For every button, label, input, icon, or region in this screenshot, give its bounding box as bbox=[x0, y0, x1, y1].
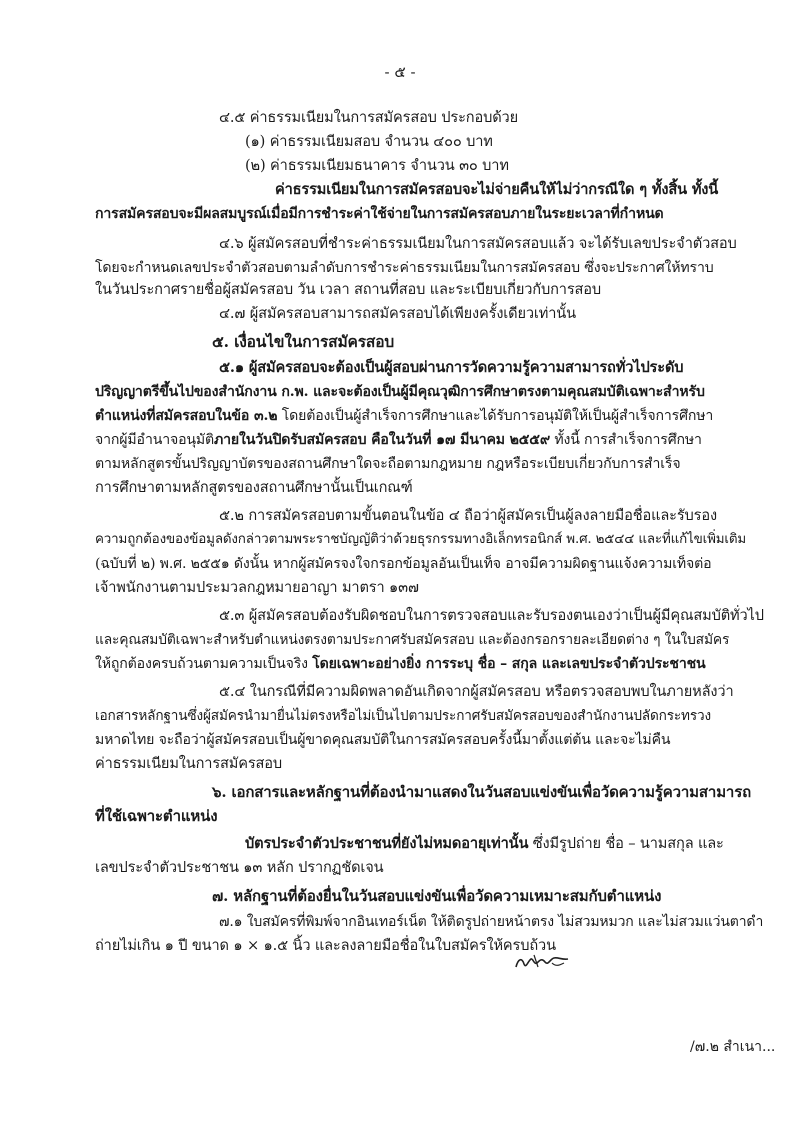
section-5-heading: ๕. เงื่อนไขในการสมัครสอบ bbox=[212, 332, 395, 351]
item-5-1-line-4 bbox=[95, 430, 702, 450]
item-5-1-line-6: การศึกษาตามหลักสูตรของสถานศึกษานั้นเป็นเกณฑ์ bbox=[95, 479, 413, 496]
item-5-3-line-1: ๕.๓ ผู้สมัครสอบต้องรับผิดชอบในการตรวจสอบและรับรองตนเองว่าเป็นผู้มีคุณสมบัติทั่วไป bbox=[219, 607, 764, 624]
item-5-3-line-3-a: ให้ถูกต้องครบถ้วนตามความเป็นจริง bbox=[95, 656, 313, 672]
fee-bank-line: (๒) ค่าธรรมเนียมธนาคาร จำนวน ๓๐ บาท bbox=[245, 157, 509, 174]
item-5-3-line-3 bbox=[95, 654, 706, 674]
item-5-4-line-4: ค่าธรรมเนียมในการสมัครสอบ bbox=[95, 755, 283, 772]
item-4-6-line-2: โดยจะกำหนดเลขประจำตัวสอบตามลำดับการชำระค่าธรรมเนียมในการสมัครสอบ ซึ่งจะประกาศให้ทราบ bbox=[95, 260, 714, 276]
item-5-3-line-3-bold: โดยเฉพาะอย่างยิ่ง การระบุ ชื่อ – สกุล และเลขประจำตัวประชาชน bbox=[312, 656, 706, 672]
item-5-1-line-4-a: จากผู้มีอำนาจอนุมัติ bbox=[95, 432, 215, 448]
item-4-5-heading: ๔.๕ ค่าธรรมเนียมในการสมัครสอบ ประกอบด้วย bbox=[219, 109, 518, 126]
item-5-1-line-4-c: ทั้งนี้ การสำเร็จการศึกษา bbox=[550, 432, 702, 448]
item-4-6-line-3: ในวันประกาศรายชื่อผู้สมัครสอบ วัน เวลา สถานที่สอบ และระเบียบเกี่ยวกับการสอบ bbox=[95, 281, 601, 298]
fee-exam-line: (๑) ค่าธรรมเนียมสอบ จำนวน ๔๐๐ บาท bbox=[245, 133, 493, 150]
section-6-heading: ๖. เอกสารและหลักฐานที่ต้องนำมาแสดงในวันสอบแข่งขันเพื่อวัดความรู้ความสามารถ bbox=[212, 783, 752, 801]
section-6-line-2: เลขประจำตัวประชาชน ๑๓ หลัก ปรากฏชัดเจน bbox=[95, 859, 384, 876]
item-5-4-line-2: เอกสารหลักฐานซึ่งผู้สมัครนำมายื่นไม่ตรงหรือไม่เป็นไปตามประกาศรับสมัครสอบของสำนักงานปลัดกระทรวง bbox=[95, 708, 711, 724]
page-number: - ๕ - bbox=[384, 63, 416, 81]
item-5-2-line-1: ๕.๒ การสมัครสอบตามขั้นตอนในข้อ ๔ ถือว่าผู้สมัครเป็นผู้ลงลายมือชื่อและรับรอง bbox=[219, 507, 717, 524]
section-6-line-1 bbox=[245, 834, 724, 854]
item-5-2-line-2: ความถูกต้องของข้อมูลดังกล่าวตามพระราชบัญญัติว่าด้วยธุรกรรมทางอิเล็กทรอนิกส์ พ.ศ. ๒๕๔๔ และที่แก้ไขเพิ่มเติม bbox=[95, 532, 747, 547]
section-6-id-card: บัตรประจำตัวประชาชนที่ยังไม่หมดอายุเท่านั้น bbox=[245, 835, 529, 852]
item-7-1-line-1: ๗.๑ ใบสมัครที่พิมพ์จากอินเทอร์เน็ต ให้ติดรูปถ่ายหน้าตรง ไม่สวมหมวก และไม่สวมแว่นตาดำ bbox=[219, 914, 764, 930]
item-5-1-line-5: ตามหลักสูตรขั้นปริญญาบัตรของสถานศึกษาใดจะถือตามกฎหมาย กฎหรือระเบียบเกี่ยวกับการสำเร็จ bbox=[95, 456, 681, 472]
section-7-heading: ๗. หลักฐานที่ต้องยื่นในวันสอบแข่งขันเพื่อวัดความเหมาะสมกับตำแหน่ง bbox=[212, 887, 662, 905]
item-5-1-deadline: ภายในวันปิดรับสมัครสอบ คือในวันที่ ๑๗ มีนาคม ๒๕๕๙ bbox=[214, 432, 550, 448]
item-5-1-line-3-rest: โดยต้องเป็นผู้สำเร็จการศึกษาและได้รับการอนุมัติให้เป็นผู้สำเร็จการศึกษา bbox=[277, 408, 714, 424]
item-5-3-line-2: และคุณสมบัติเฉพาะสำหรับตำแหน่งตรงตามประกาศรับสมัครสอบ และต้องกรอกรายละเอียดต่าง ๆ ในใบสมัคร bbox=[95, 632, 730, 648]
fee-nonrefund-line-2: การสมัครสอบจะมีผลสมบูรณ์เมื่อมีการชำระค่าใช้จ่ายในการสมัครสอบภายในระยะเวลาที่กำหนด bbox=[95, 206, 664, 222]
section-6-heading-cont: ที่ใช้เฉพาะตำแหน่ง bbox=[95, 807, 218, 825]
item-5-2-line-3: (ฉบับที่ ๒) พ.ศ. ๒๕๕๑ ดังนั้น หากผู้สมัครจงใจกรอกข้อมูลอันเป็นเท็จ อาจมีความผิดฐานแจ้งความเท็จต่อ bbox=[95, 556, 712, 572]
item-5-1-line-3 bbox=[95, 406, 713, 426]
item-5-4-line-3: มหาดไทย จะถือว่าผู้สมัครสอบเป็นผู้ขาดคุณสมบัติในการสมัครสอบครั้งนี้มาตั้งแต่ต้น และจะไม่คืน bbox=[95, 732, 671, 748]
item-5-4-line-1: ๕.๔ ในกรณีที่มีความผิดพลาดอันเกิดจากผู้สมัครสอบ หรือตรวจสอบพบในภายหลังว่า bbox=[219, 683, 734, 700]
item-4-7-line: ๔.๗ ผู้สมัครสอบสามารถสมัครสอบได้เพียงครั้งเดียวเท่านั้น bbox=[219, 305, 576, 322]
footer-continuation: /๗.๒ สำเนา... bbox=[690, 1039, 776, 1055]
fee-nonrefund-line: ค่าธรรมเนียมในการสมัครสอบจะไม่จ่ายคืนให้ไม่ว่ากรณีใด ๆ ทั้งสิ้น ทั้งนี้ bbox=[275, 181, 719, 198]
item-5-1-line-3-bold: ตำแหน่งที่สมัครสอบในข้อ ๓.๒ bbox=[95, 408, 278, 424]
item-5-1-line-2: ปริญญาตรีขึ้นไปของสำนักงาน ก.พ. และจะต้องเป็นผู้มีคุณวุฒิการศึกษาตรงตามคุณสมบัติเฉพาะสำหรับ bbox=[95, 384, 705, 400]
item-7-1-line-2: ถ่ายไม่เกิน ๑ ปี ขนาด ๑ × ๑.๕ นิ้ว และลงลายมือชื่อในใบสมัครให้ครบถ้วน bbox=[95, 937, 556, 954]
section-6-line-1-rest: ซึ่งมีรูปถ่าย ชื่อ – นามสกุล และ bbox=[528, 835, 724, 852]
item-4-6-line-1: ๔.๖ ผู้สมัครสอบที่ชำระค่าธรรมเนียมในการสมัครสอบแล้ว จะได้รับเลขประจำตัวสอบ bbox=[219, 235, 737, 252]
signature-image bbox=[512, 947, 572, 977]
item-5-1-line-1: ๕.๑ ผู้สมัครสอบจะต้องเป็นผู้สอบผ่านการวัดความรู้ความสามารถทั่วไประดับ bbox=[219, 359, 684, 376]
item-5-2-line-4: เจ้าพนักงานตามประมวลกฎหมายอาญา มาตรา ๑๓๗ bbox=[95, 579, 419, 596]
